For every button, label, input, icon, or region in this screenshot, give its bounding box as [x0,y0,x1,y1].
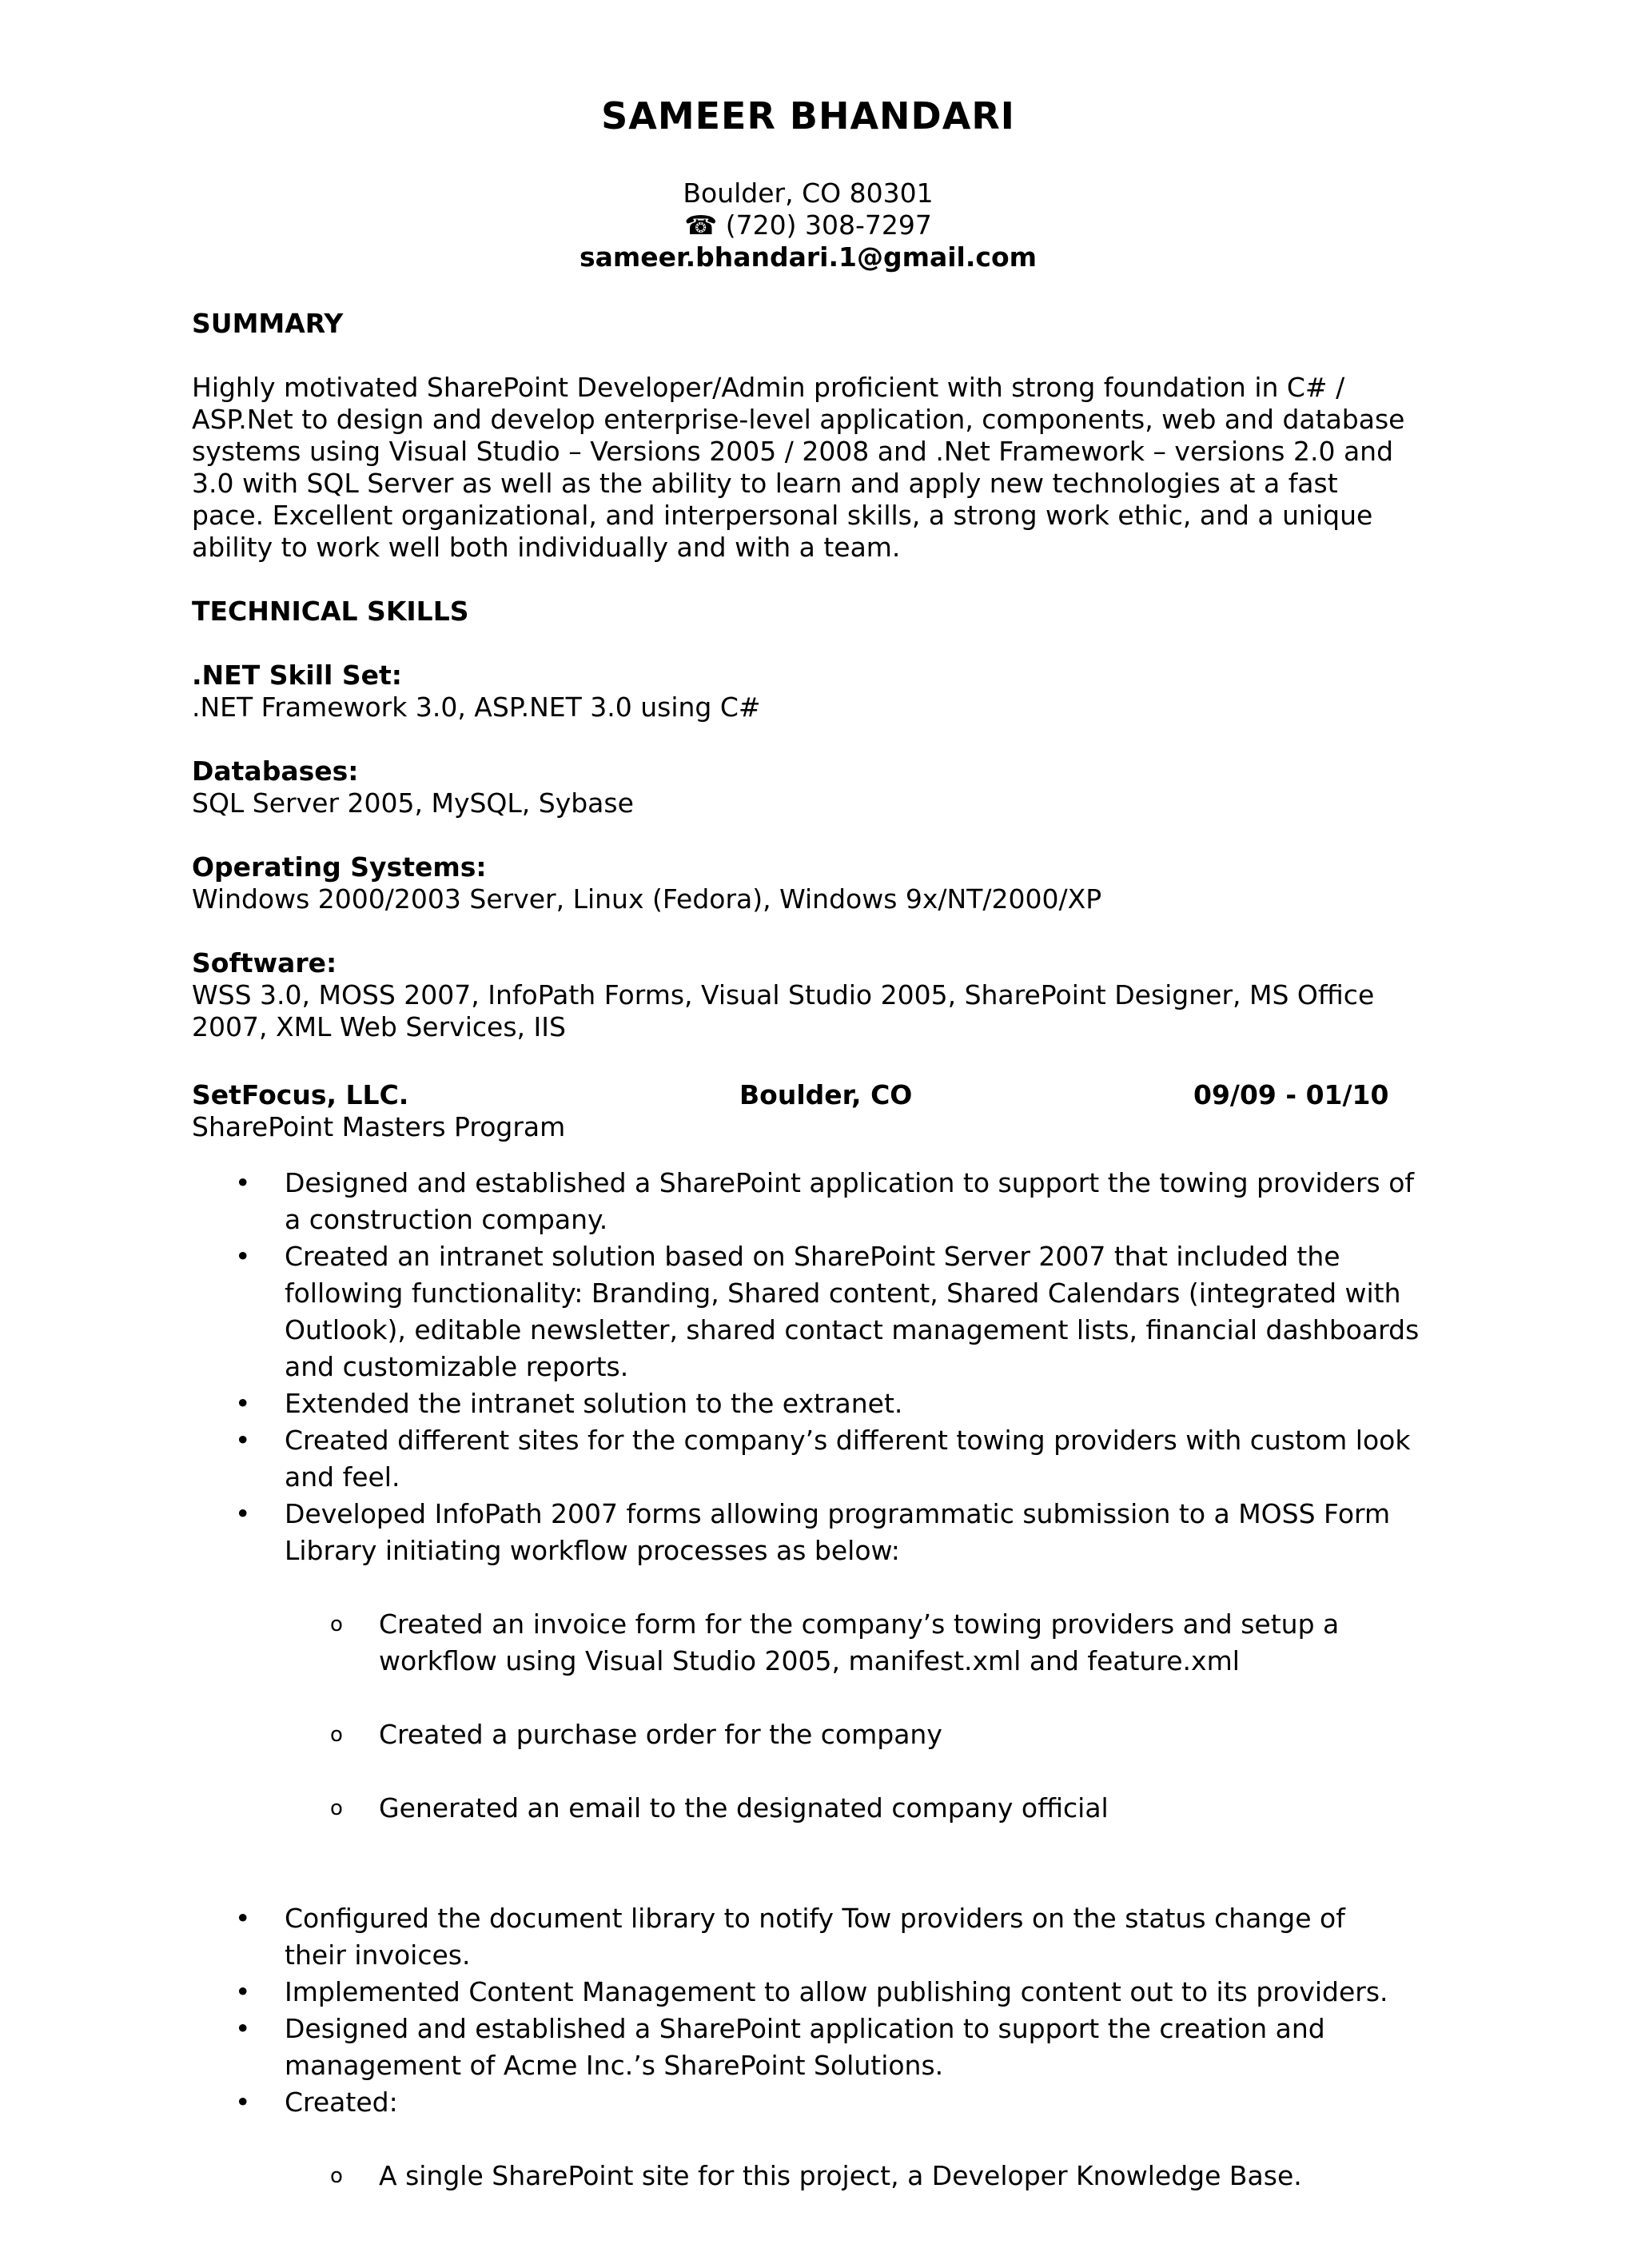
skill-label: .NET Skill Set: [192,660,402,691]
skill-group-databases [192,755,1439,819]
summary-heading: SUMMARY [192,308,344,339]
sub-list-item [285,1716,1455,1753]
job-bullet-list [192,1165,1455,2268]
bullet-text: Created an intranet solution based on SharePoint Server 2007 that included the following functionality: Branding, Shared content, Shared Calendars (integrated with Outlook), editable newsletter, shared contact management lists, financial dashboards and customizable reports. [285,1241,1420,1382]
hollow-bullet-icon: o [330,2164,343,2188]
address: Boulder, CO 80301 [683,177,934,209]
phone: ☎ (720) 308-7297 [684,209,932,241]
job-company: SetFocus, LLC. [192,1079,409,1110]
bullet-icon: • [235,1976,251,2007]
bullet-icon: • [235,1388,251,1419]
hollow-bullet-icon: o [330,1723,343,1747]
sub-bullet-text: Created a purchase order for the company [379,1719,942,1750]
bullet-icon: • [235,1241,251,1272]
bullet-text: Designed and established a SharePoint application to support the towing providers of a construction company. [285,1167,1415,1235]
bullet-icon: • [235,1167,251,1198]
sub-list-item [285,2158,1455,2194]
list-item [192,1900,1455,1974]
skill-group-operating-systems [192,851,1439,915]
skill-label: Databases: [192,755,359,787]
hollow-bullet-icon: o [330,1612,343,1636]
list-item [192,1165,1455,1238]
sub-bullet-list [285,1569,1455,1863]
hollow-bullet-icon: o [330,1796,343,1820]
bullet-icon: • [235,2013,251,2044]
skill-value: SQL Server 2005, MySQL, Sybase [192,787,634,819]
email: sameer.bhandari.1@gmail.com [579,241,1038,273]
sub-list-item [285,1606,1455,1680]
sub-bullet-text: Created an invoice form for the company’s towing providers and setup a workflow using Visual Studio 2005, manifest.xml and feature.xml [379,1608,1340,1676]
candidate-name: SAMEER BHANDARI [601,94,1015,138]
skill-value: Windows 2000/2003 Server, Linux (Fedora), Windows 9x/NT/2000/XP [192,883,1102,915]
list-item [192,1238,1455,1385]
skill-label: Operating Systems: [192,851,487,883]
bullet-icon: • [235,1498,251,1529]
bullet-text: Created different sites for the company’s different towing providers with custom look and feel. [285,1425,1411,1493]
bullet-text: Created: [285,2087,398,2118]
bullet-text: Implemented Content Management to allow publishing content out to its providers. [285,1976,1388,2007]
job-program: SharePoint Masters Program [192,1111,566,1142]
skill-group-software [192,947,1439,1043]
sub-bullet-text: Generated an email to the designated company official [379,1792,1109,1824]
bullet-text: Extended the intranet solution to the extranet. [285,1388,903,1419]
bullet-icon: • [235,2087,251,2118]
technical-skills-heading: TECHNICAL SKILLS [192,596,469,627]
bullet-text: Designed and established a SharePoint application to support the creation and management of Acme Inc.’s SharePoint Solutions. [285,2013,1325,2081]
list-item [192,2011,1455,2084]
sub-list-item [285,1790,1455,1827]
list-item [192,2084,1455,2268]
skill-label: Software: [192,947,337,979]
bullet-icon: • [235,1425,251,1456]
list-item [192,1385,1455,1422]
job-location: Boulder, CO [739,1079,913,1110]
sub-bullet-text: A single SharePoint site for this project, a Developer Knowledge Base. [379,2160,1302,2191]
skill-value: WSS 3.0, MOSS 2007, InfoPath Forms, Visual Studio 2005, SharePoint Designer, MS Office 2007, XML Web Services, IIS [192,979,1375,1042]
skill-group-dotnet [192,660,1439,723]
list-item [192,1496,1455,1900]
bullet-text: Developed InfoPath 2007 forms allowing programmatic submission to a MOSS Form Library initiating workflow processes as below: [285,1498,1391,1566]
list-item [192,1422,1455,1496]
summary-text: Highly motivated SharePoint Developer/Admin proficient with strong foundation in C# / ASP.Net to design and develop enterprise-level application, components, web and database systems using Visual Studio – Versions 2005 / 2008 and .Net Framework – versions 2.0 and 3.0 with SQL Server as well as the ability to learn and apply new technologies at a fast pace. Excellent organizational, and interpersonal skills, a strong work ethic, and a unique ability to work well both individually and with a team. [192,372,1405,563]
list-item [192,1974,1455,2011]
job-dates: 09/09 - 01/10 [1193,1079,1389,1110]
skill-value: .NET Framework 3.0, ASP.NET 3.0 using C# [192,692,761,723]
bullet-icon: • [235,1903,251,1934]
bullet-text: Configured the document library to notify Tow providers on the status change of their invoices. [285,1903,1345,1971]
sub-bullet-list [285,2121,1455,2231]
